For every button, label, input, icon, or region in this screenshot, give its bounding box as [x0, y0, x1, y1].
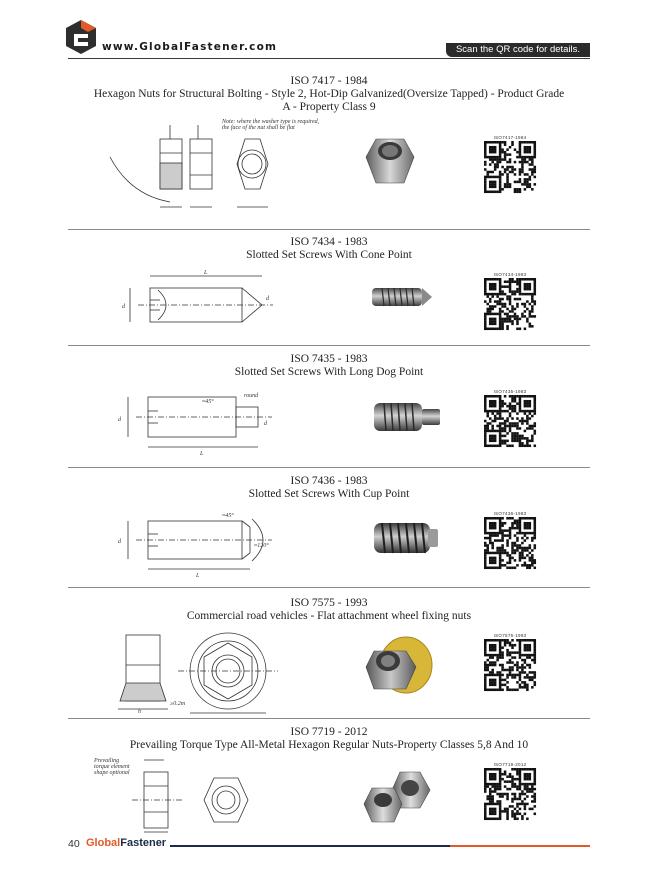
product-section [68, 597, 590, 718]
footer-brand-part2: Fastener [120, 837, 167, 849]
cone-point-set-screw-photo [368, 284, 432, 310]
page-number: 40 [68, 838, 80, 850]
cup-point-set-screw-photo [370, 519, 440, 557]
technical-drawing [118, 268, 278, 338]
standard-code: ISO 7719 - 2012 [290, 726, 368, 738]
svg-text:d: d [266, 296, 269, 302]
svg-text:round: round [244, 393, 259, 399]
product-title: Slotted Set Screws With Cone Point [246, 249, 412, 261]
qr-code[interactable] [484, 135, 536, 198]
svg-text:h: h [138, 709, 141, 715]
qr-code[interactable] [484, 633, 536, 696]
qr-code-label: ISO7719-2012 [493, 762, 527, 767]
dog-point-set-screw-photo [370, 399, 442, 435]
technical-drawing [114, 385, 284, 457]
section-divider [68, 345, 590, 346]
svg-text:d: d [264, 421, 267, 427]
product-title: Hexagon Nuts for Structural Bolting - Style 2, Hot-Dip Galvanized(Oversize Tapped) - Product Grade [93, 88, 565, 100]
qr-code[interactable] [484, 762, 536, 825]
qr-code-image [484, 517, 536, 569]
footer-brand [86, 837, 166, 849]
section-divider [68, 229, 590, 230]
svg-text:d: d [118, 539, 121, 545]
svg-text:shape optional: shape optional [94, 770, 130, 776]
standard-code: ISO 7417 - 1984 [290, 75, 368, 87]
standard-code: ISO 7436 - 1983 [290, 475, 368, 487]
qr-code-image [484, 395, 536, 447]
svg-text:d: d [122, 304, 125, 310]
svg-text:the face of the nut shall be f: the face of the nut shall be flat [222, 125, 295, 131]
qr-code-image [484, 768, 536, 820]
qr-code-label: ISO7417-1984 [493, 135, 527, 140]
product-section [68, 726, 590, 826]
technical-drawing [118, 625, 288, 715]
svg-text:Note: where the washer type is: Note: where the washer type is required, [222, 119, 320, 125]
svg-text:L: L [196, 573, 200, 579]
qr-code-banner: Scan the QR code for details. [446, 43, 590, 57]
technical-drawing [92, 754, 262, 836]
qr-code-image [484, 278, 536, 330]
product-title: Prevailing Torque Type All-Metal Hexagon Regular Nuts-Property Classes 5,8 And 10 [129, 739, 529, 751]
qr-code-label: ISO7435-1983 [493, 389, 527, 394]
product-section [68, 236, 590, 345]
standard-code: ISO 7575 - 1993 [290, 597, 368, 609]
svg-text:≥0.2m: ≥0.2m [170, 701, 186, 707]
svg-text:≈120°: ≈120° [254, 543, 269, 549]
product-section [68, 353, 590, 467]
standard-code: ISO 7434 - 1983 [290, 236, 368, 248]
section-divider [68, 587, 590, 588]
qr-code-image [484, 639, 536, 691]
qr-code-image [484, 141, 536, 193]
hex-nut-photo [366, 127, 414, 189]
qr-code[interactable] [484, 272, 536, 335]
header-rule [68, 58, 590, 59]
product-section [68, 475, 590, 587]
technical-drawing [114, 507, 284, 579]
standard-code: ISO 7435 - 1983 [290, 353, 368, 365]
all-metal-lock-nuts-photo [364, 768, 430, 824]
global-fastener-logo [66, 20, 96, 54]
qr-code-label: ISO7575-1993 [493, 633, 527, 638]
svg-text:torque element: torque element [94, 764, 130, 770]
section-divider [68, 467, 590, 468]
svg-text:d: d [118, 417, 121, 423]
qr-code[interactable] [484, 511, 536, 574]
qr-code[interactable] [484, 389, 536, 452]
qr-code-label: ISO7436-1983 [493, 511, 527, 516]
svg-text:≈45°: ≈45° [202, 399, 214, 405]
footer-brand-part1: Global [86, 837, 121, 849]
wheel-nut-photo [364, 631, 434, 695]
product-title: Slotted Set Screws With Long Dog Point [234, 366, 424, 378]
product-title: Commercial road vehicles - Flat attachment wheel fixing nuts [186, 610, 472, 622]
technical-drawing [90, 117, 320, 217]
svg-text:Prevailing: Prevailing [94, 758, 120, 764]
footer-rule-orange [450, 845, 590, 847]
qr-code-label: ISO7434-1983 [493, 272, 527, 277]
svg-text:L: L [200, 451, 204, 457]
product-section [68, 75, 590, 229]
site-url[interactable]: www.GlobalFastener.com [102, 41, 278, 53]
footer-rule-navy [170, 845, 450, 847]
section-divider [68, 718, 590, 719]
product-title-line2: A - Property Class 9 [282, 101, 376, 113]
svg-text:≈45°: ≈45° [222, 513, 234, 519]
product-title: Slotted Set Screws With Cup Point [248, 488, 410, 500]
svg-text:L: L [204, 270, 208, 276]
